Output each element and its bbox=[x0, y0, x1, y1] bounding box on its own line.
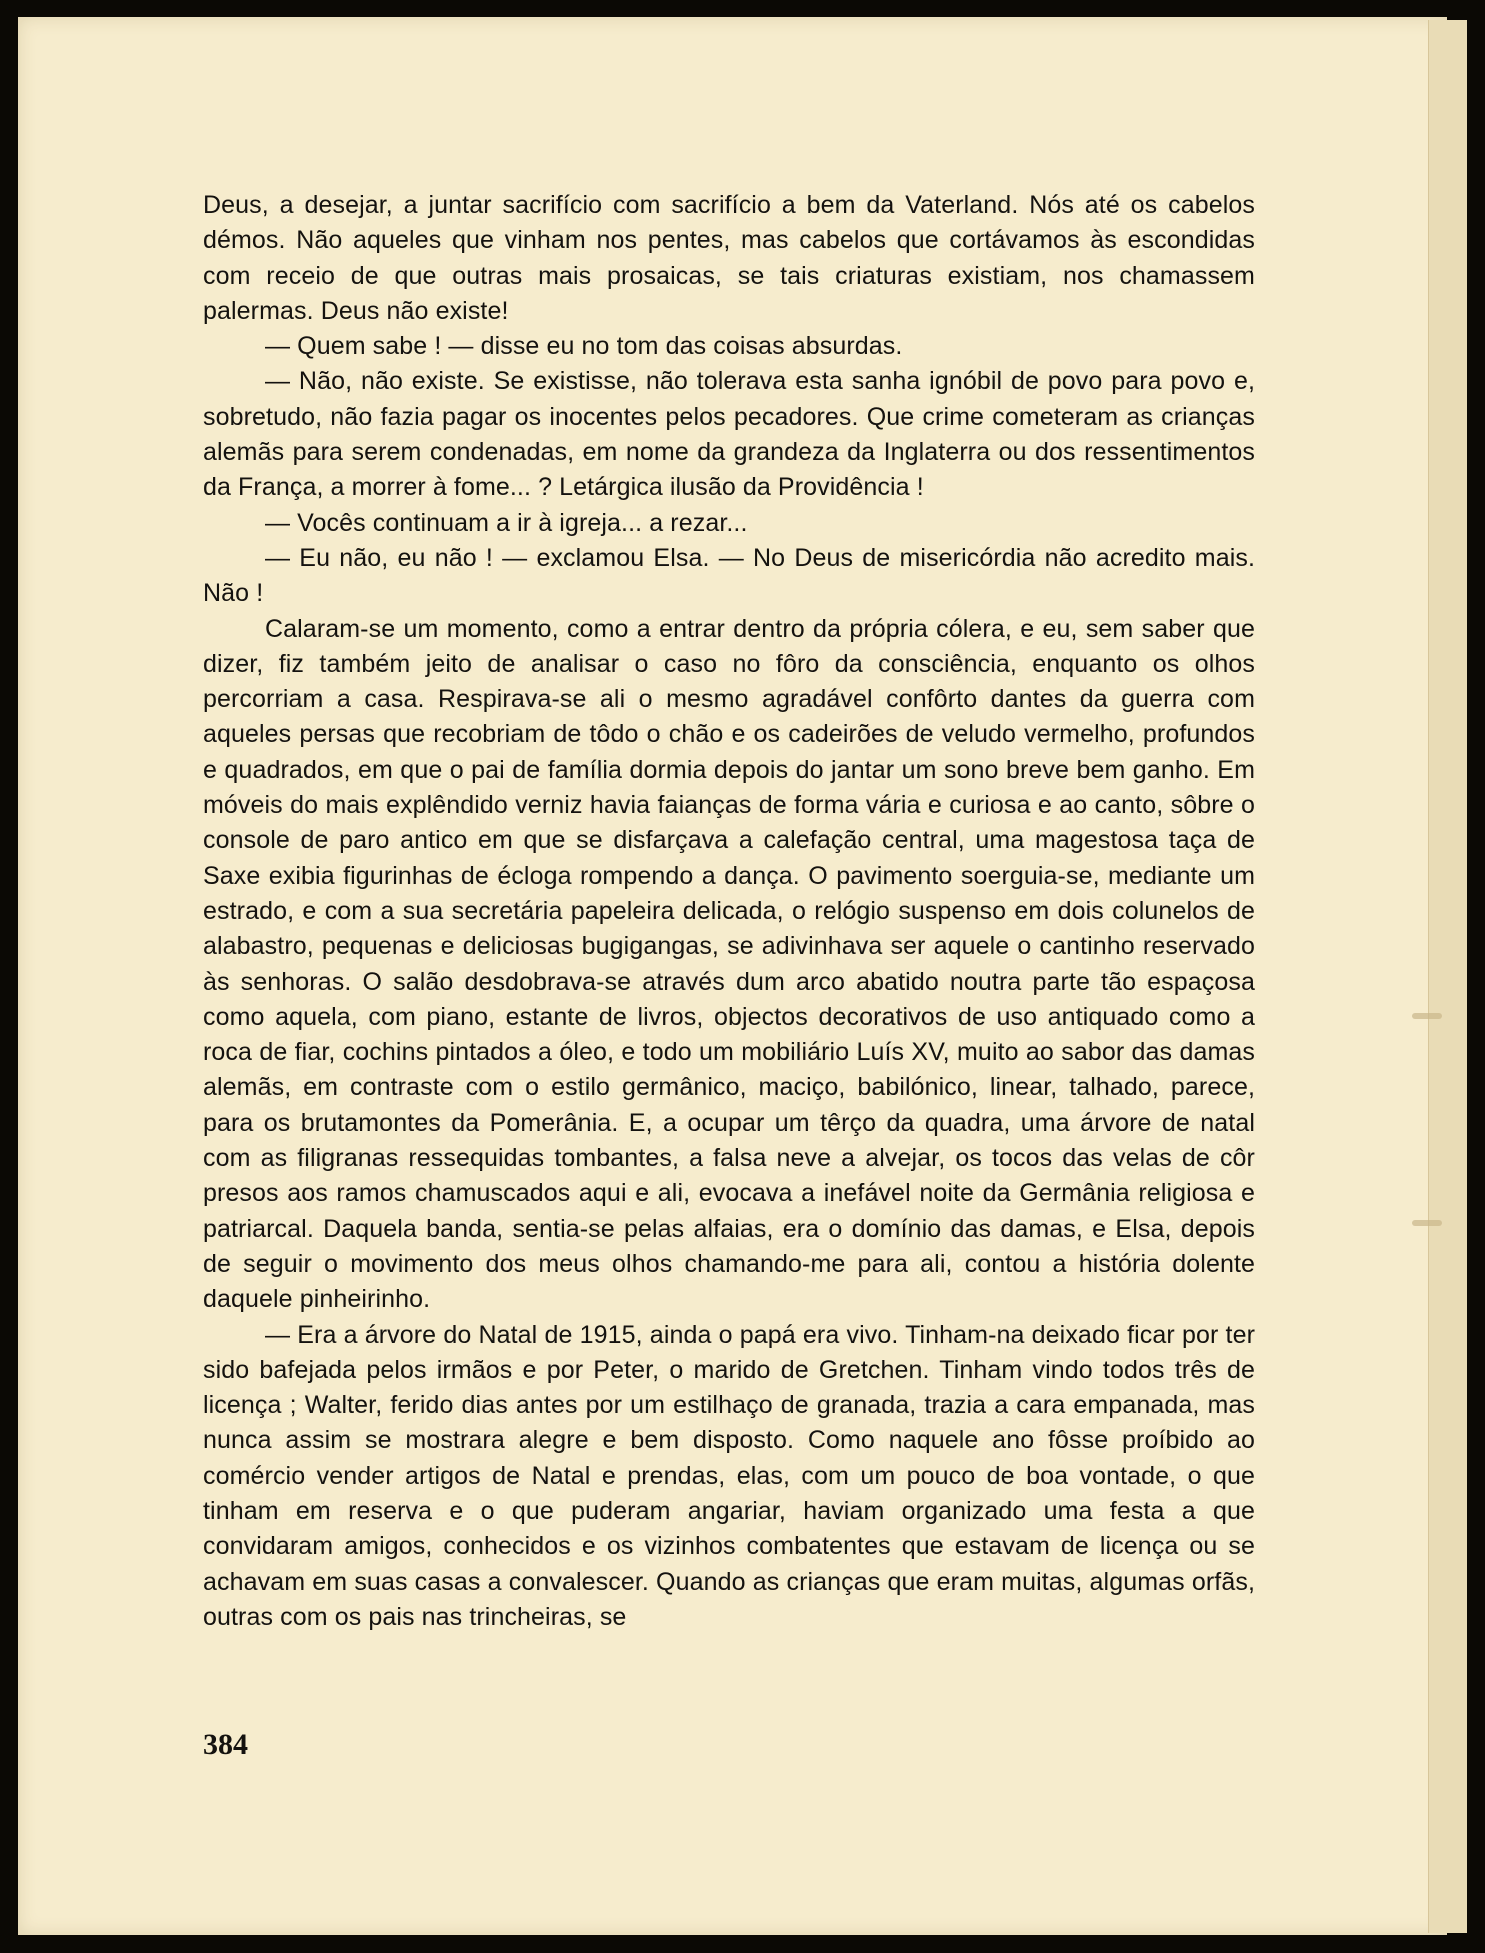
paragraph: — Vocês continuam a ir à igreja... a rezar... bbox=[265, 508, 748, 537]
paragraph: Deus, a desejar, a juntar sacrifício com sacrifício a bem da Vaterland. Nós até os cabelos démos. Não aqueles que vinham nos pentes, mas cabelos que cortávamos às escondidas com receio de que outras mais prosaicas, se tais criaturas existiam, nos chamassem palermas. Deus não existe! bbox=[203, 191, 1255, 325]
paragraph: Calaram-se um momento, como a entrar dentro da própria cólera, e eu, sem saber que dizer, fiz também jeito de analisar o caso no fôro da consciência, enquanto os olhos percorriam a casa. Respirava-se ali o mesmo agradável confôrto dantes da guerra com aqueles persas que recobriam de tôdo o chão e os cadeirões de veludo vermelho, profundos e quadrados, em que o pai de família dormia depois do jantar um sono breve bem ganho. Em móveis do mais explêndido verniz havia faianças de forma vária e curiosa e ao canto, sôbre o console de paro antico em que se disfarçava a calefação central, uma magestosa taça de Saxe exibia figurinhas de écloga rompendo a dança. O pavimento soerguia-se, mediante um estrado, e com a sua secretária papeleira delicada, o relógio suspenso em dois colunelos de alabastro, pequenas e deliciosas bugigangas, se adivinhava ser aquele o cantinho reservado às senhoras. O salão desdobrava-se através dum arco abatido noutra parte tão espaçosa como aquela, com piano, estante de livros, objectos decorativos de uso antiquado como a roca de fiar, cochins pintados a óleo, e todo um mobiliário Luís XV, muito ao sabor das damas alemãs, em contraste com o estilo germânico, maciço, babilónico, linear, talhado, parece, para os brutamontes da Pomerânia. E, a ocupar um têrço da quadra, uma árvore de natal com as filigranas ressequidas tombantes, a falsa neve a alvejar, os tocos das velas de côr presos aos ramos chamuscados aqui e ali, evocava a inefável noite da Germânia religiosa e patriarcal. Daquela banda, sentia-se pelas alfaias, era o domínio das damas, e Elsa, depois de seguir o movimento dos meus olhos chamando-me para ali, contou a história dolente daquele pinheirinho. bbox=[203, 614, 1255, 1314]
paragraph: — Não, não existe. Se existisse, não tolerava esta sanha ignóbil de povo para povo e, sobretudo, não fazia pagar os inocentes pelos pecadores. Que crime cometeram as crianças alemãs para serem condenadas, em nome da grandeza da Inglaterra ou dos ressentimentos da França, a morrer à fome... ? Letárgica ilusão da Providência ! bbox=[203, 367, 1255, 502]
page-edge-strip bbox=[1428, 20, 1467, 1933]
paragraph: — Eu não, eu não ! — exclamou Elsa. — No Deus de misericórdia não acredito mais. Não ! bbox=[203, 543, 1255, 608]
paragraph: — Quem sabe ! — disse eu no tom das coisas absurdas. bbox=[265, 332, 903, 361]
edge-mark-upper bbox=[1412, 1013, 1442, 1019]
page-number: 384 bbox=[203, 1728, 248, 1761]
body-text bbox=[203, 188, 1255, 1635]
edge-mark-lower bbox=[1412, 1220, 1442, 1226]
paragraph: — Era a árvore do Natal de 1915, ainda o papá era vivo. Tinham-na deixado ficar por ter sido bafejada pelos irmãos e por Peter, o marido de Gretchen. Tinham vindo todos três de licença ; Walter, ferido dias antes por um estilhaço de granada, trazia a cara empanada, mas nunca assim se mostrara alegre e bem disposto. Como naquele ano fôsse proíbido ao comércio vender artigos de Natal e prendas, elas, com um pouco de boa vontade, o que tinham em reserva e o que puderam angariar, haviam organizado uma festa a que convidaram amigos, conhecidos e os vizinhos combatentes que estavam de licença ou se achavam em suas casas a convalescer. Quando as crianças que eram muitas, algumas orfãs, outras com os pais nas trincheiras, se bbox=[203, 1320, 1255, 1631]
